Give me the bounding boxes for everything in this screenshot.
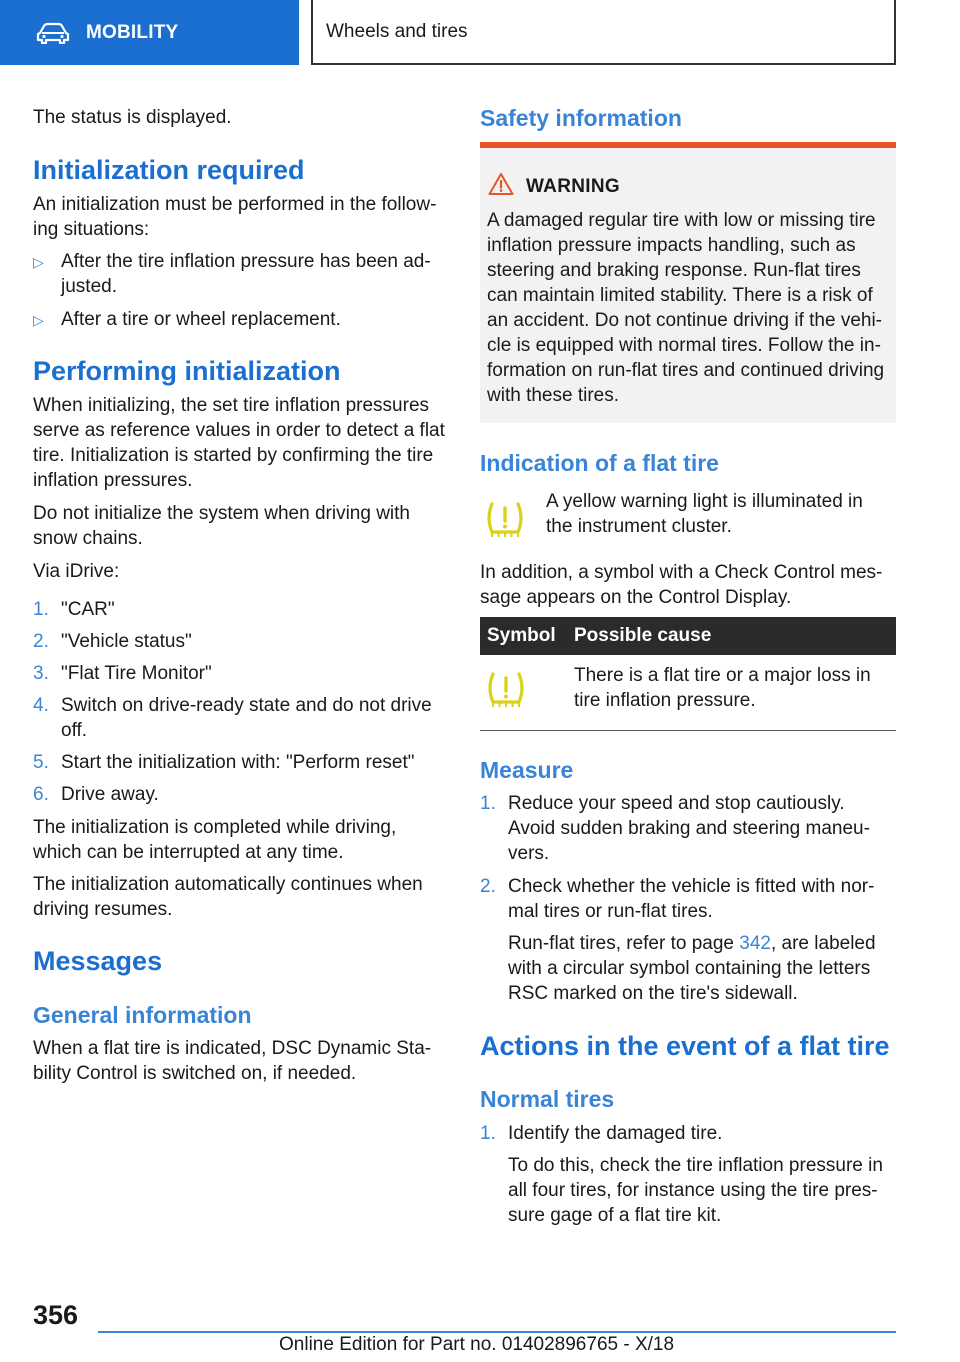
in-addition-text: In addition, a symbol with a Check Control mes-sage appears on the Control Display. [480, 562, 883, 608]
list-item: 4. Switch on drive-ready state and do not drive off. [33, 695, 432, 741]
heading-general-information: General information [33, 1002, 252, 1028]
list-item: 6. Drive away. [33, 784, 159, 805]
heading-initialization-required: Initialization required [33, 155, 305, 185]
list-item: 1. Reduce your speed and stop cautiously. Avoid sudden braking and steering maneu-vers. [480, 793, 870, 864]
list-item: 5. Start the initialization with: "Perform reset" [33, 752, 415, 773]
heading-messages: Messages [33, 946, 163, 976]
tire-pressure-warning-icon [486, 668, 526, 712]
list-item: 2. Check whether the vehicle is fitted with nor-mal tires or run-flat tires. [480, 876, 875, 922]
warning-triangle-icon [488, 172, 514, 196]
list-item: 2. "Vehicle status" [33, 631, 192, 652]
heading-measure: Measure [480, 757, 574, 783]
chapter-tab-label: MOBILITY [86, 21, 179, 43]
normal-1-sub: To do this, check the tire inflation pressure in all four tires, for instance using the tire pres-sure gage of a flat tire kit. [508, 1155, 883, 1226]
heading-safety-information: Safety information [480, 105, 682, 131]
status-line: The status is displayed. [33, 107, 232, 128]
list-item: 1. Identify the damaged tire. [480, 1123, 723, 1144]
measure-2-sub: Run-flat tires, refer to page 342, are labeled with a circular symbol containing the letters RSC marked on the tire's sidewall. [508, 933, 876, 1004]
triangle-bullet-icon: ▷ [33, 254, 44, 270]
continues-text: The initialization automatically continues when driving resumes. [33, 874, 423, 920]
column-header-symbol: Symbol [487, 625, 556, 646]
init-required-text: An initialization must be performed in the follow-ing situations: [33, 194, 437, 240]
heading-actions-flat-tire: Actions in the event of a flat tire [480, 1031, 890, 1061]
cause-cell: There is a flat tire or a major loss in tire inflation pressure. [574, 665, 871, 711]
chapter-tab[interactable] [0, 0, 299, 65]
table-header [480, 617, 896, 655]
general-info-text: When a flat tire is indicated, DSC Dynamic Sta-bility Control is switched on, if needed. [33, 1038, 432, 1084]
table-row [480, 655, 896, 730]
warning-text: A damaged regular tire with low or missing tire inflation pressure impacts handling, such as steering and braking response. Run-flat tires can maintain limited stability. There is a risk of an accident. Do not continue driving if the vehi-cle is equipped with normal tires. Follow the in-formation on run-flat tires and continued driving with these tires. [487, 210, 885, 406]
indication-text: A yellow warning light is illuminated in the instrument cluster. [546, 491, 863, 537]
heading-normal-tires: Normal tires [480, 1086, 615, 1112]
list-item: ▷ After the tire inflation pressure has been ad-justed. [33, 251, 431, 297]
warning-title: WARNING [526, 176, 620, 197]
snow-chains-text: Do not initialize the system when driving with snow chains. [33, 503, 411, 549]
list-item: 1. "CAR" [33, 599, 115, 620]
via-idrive: Via iDrive: [33, 561, 120, 582]
page-link[interactable]: 342 [739, 933, 771, 954]
table-bottom-rule [480, 730, 896, 731]
page-number: 356 [33, 1300, 79, 1330]
completed-text: The initialization is completed while driving, which can be interrupted at any time. [33, 817, 397, 863]
list-item: ▷ After a tire or wheel replacement. [33, 307, 443, 332]
footer-divider [98, 1331, 896, 1333]
performing-text: When initializing, the set tire inflation pressures serve as reference values in order to detect a flat tire. Initialization is started by confirming the tire inflation pressures. [33, 395, 445, 491]
list-item: 3. "Flat Tire Monitor" [33, 663, 212, 684]
heading-performing-initialization: Performing initialization [33, 356, 341, 386]
car-icon [36, 22, 70, 44]
heading-indication-flat-tire: Indication of a flat tire [480, 450, 719, 476]
section-title: Wheels and tires [311, 0, 896, 65]
edition-text: Online Edition for Part no. 01402896765 - X/18 [279, 1334, 675, 1355]
tire-pressure-warning-icon [485, 498, 525, 542]
triangle-bullet-icon: ▷ [33, 312, 44, 328]
warning-box [480, 142, 896, 423]
column-header-cause: Possible cause [574, 625, 712, 646]
